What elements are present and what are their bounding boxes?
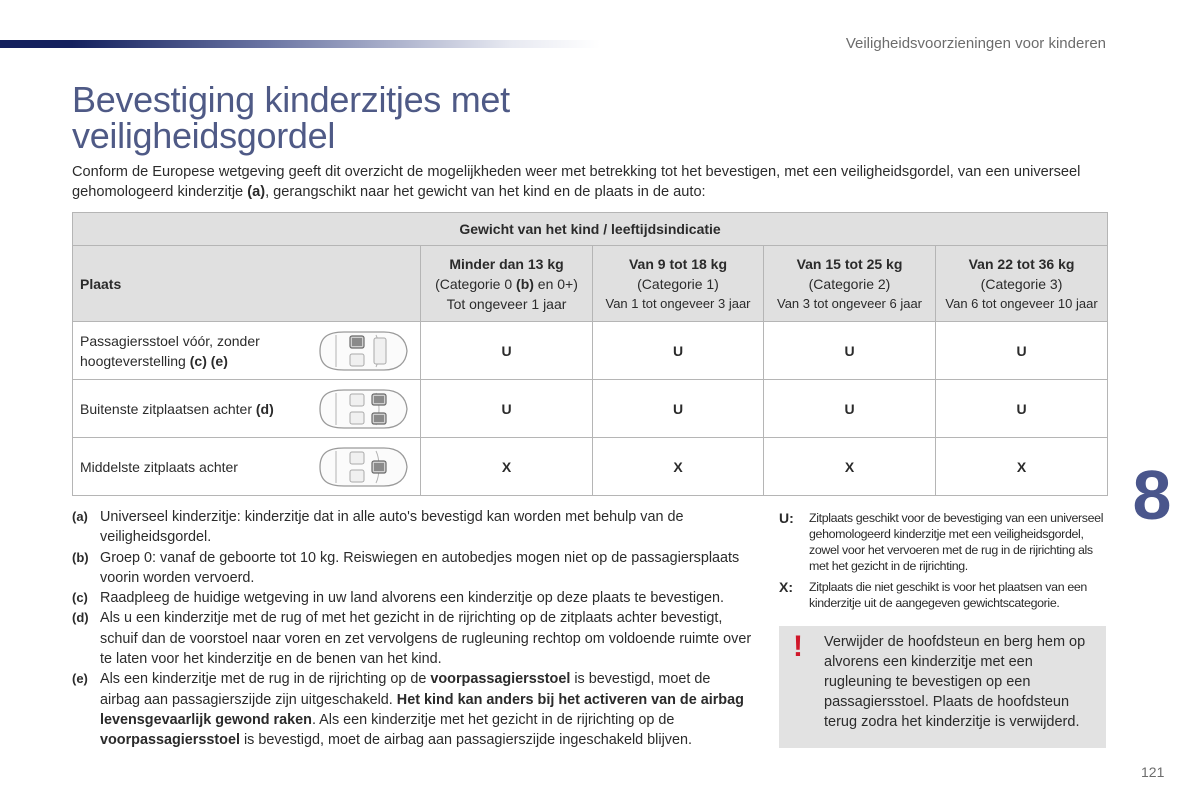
table-cell: X: [764, 438, 936, 496]
weight-label: Minder dan 13 kg: [449, 255, 564, 272]
chapter-number: 8: [1132, 456, 1172, 534]
table-cell: U: [764, 322, 936, 380]
footnote-text: [100, 669, 752, 750]
row-label: [80, 457, 305, 477]
footnote-key: (e): [72, 671, 88, 687]
car-rear-outer-seats-icon: [314, 387, 410, 431]
table-cell: U: [593, 322, 764, 380]
table-cell: X: [593, 438, 764, 496]
table-cell: U: [936, 380, 1108, 438]
page-title-line1: Bevestiging kinderzitjes met: [72, 79, 510, 120]
warning-box: [779, 626, 1106, 748]
age-label: Tot ongeveer 1 jaar: [446, 295, 567, 312]
category-label: (Categorie 1): [637, 275, 719, 292]
intro-paragraph: [72, 162, 1112, 202]
footnotes: [72, 507, 752, 751]
table-row: [73, 438, 1108, 496]
footnote-key: (b): [72, 549, 89, 565]
table-cell: X: [936, 438, 1108, 496]
footnote-d: [72, 608, 752, 669]
footnote-e-text-3: . Als een kinderzitje met het gezicht in de rijrichting op de: [311, 711, 675, 728]
footnote-e-bold-3: voorpassagiersstoel: [100, 732, 240, 749]
legend-text: Zitplaats geschikt voor de bevestiging van een universeel gehomologeerd kinderzitje met een veiligheidsgordel, zowel voor het vervoeren met de rug in de rijrichting als met het gezicht in de rijrichting.: [809, 511, 1104, 573]
plaats-header: Plaats: [73, 246, 421, 322]
category-ref: (b): [516, 275, 534, 292]
weight-label: Van 9 tot 18 kg: [628, 255, 728, 272]
row-label-refs: (d): [255, 400, 274, 417]
legend-key: X:: [779, 579, 793, 595]
footnote-key: (a): [72, 509, 88, 524]
intro-text-2: , gerangschikt naar het gewicht van het kind en de plaats in de auto:: [265, 184, 706, 200]
footnote-e-text-2: is bevestigd, moet de airbag aan passagierszijde zijn uitgeschakeld.: [100, 671, 711, 708]
footnote-e-text-1: Als een kinderzitje met de rug in de rijrichting op de: [100, 671, 431, 688]
category-label: (Categorie 3): [980, 275, 1063, 292]
page-title-line2: veiligheidsgordel: [72, 115, 336, 156]
footnote-e-bold-1: voorpassagiersstoel: [430, 671, 571, 688]
footnote-b: [72, 548, 752, 589]
car-front-seat-icon: [314, 329, 410, 373]
age-label: Van 6 tot ongeveer 10 jaar: [945, 295, 1098, 311]
column-header: [421, 246, 593, 322]
table-cell: U: [421, 322, 593, 380]
intro-ref-a: (a): [247, 184, 266, 200]
footnote-a: [72, 507, 752, 548]
section-header: Veiligheidsvoorzieningen voor kinderen: [845, 35, 1106, 52]
column-header: [764, 246, 936, 322]
footnote-text: Groep 0: vanaf de geboorte tot 10 kg. Reiswiegen en autobedjes mogen niet op de passagiersplaats voorin worden vervoerd.: [100, 549, 740, 586]
row-label: [80, 399, 305, 419]
intro-text-1: Conform de Europese wetgeving geeft dit overzicht de mogelijkheden weer met betrekking tot het bevestigen, met een veiligheidsgordel, van een universeel gehomologeerd kinderzitje: [72, 164, 1081, 200]
footnote-text: Universeel kinderzitje: kinderzitje dat in alle auto's bevestigd kan worden met behulp van de veiligheidsgordel.: [100, 509, 684, 546]
warning-icon: !: [793, 630, 803, 663]
page-title: [72, 79, 772, 156]
warning-text: Verwijder de hoofdsteun en berg hem op alvorens een kinderzitje met een rugleuning te bevestigen op een passagiersstoel. Plaats de hoofdsteun terug zodra het kinderzitje is verwijderd.: [824, 634, 1086, 730]
table-cell: U: [764, 380, 936, 438]
table-cell: U: [593, 380, 764, 438]
weight-label: Van 22 tot 36 kg: [968, 255, 1075, 272]
legend-u: [779, 510, 1109, 574]
age-label: Van 1 tot ongeveer 3 jaar: [605, 295, 751, 311]
footnote-text: Als u een kinderzitje met de rug of met het gezicht in de rijrichting op de zitplaats achter bevestigt, schuif dan de voorstoel naar voren en zet vervolgens de rugleuning rechtop om voldoende ruimte over te laten voor het kinderzitje en de benen van het kind.: [100, 610, 752, 668]
weight-label: Van 15 tot 25 kg: [796, 255, 903, 272]
category-text: (Categorie 0: [435, 275, 517, 292]
legend-text: Zitplaats die niet geschikt is voor het plaatsen van een kinderzitje uit de aangegeven gewichtscategorie.: [809, 580, 1087, 610]
row-label: [80, 331, 305, 371]
age-label: Van 3 tot ongeveer 6 jaar: [776, 295, 923, 311]
legend-x: [779, 579, 1109, 611]
table-row: [73, 322, 1108, 380]
category-label: [421, 274, 592, 294]
legend-key: U:: [779, 510, 794, 526]
table-row: [73, 380, 1108, 438]
category-suffix: en 0+): [533, 275, 578, 292]
row-label-cell: [73, 322, 421, 380]
child-seat-table: [72, 212, 1108, 496]
footnote-e-bold-2: Het kind kan anders bij het activeren van de airbag levensgevaarlijk gewond raken: [100, 691, 744, 728]
row-label-refs: (c) (e): [189, 352, 228, 369]
footnote-e: [72, 669, 752, 750]
footnote-key: (d): [72, 610, 89, 626]
header-accent-bar: [0, 40, 600, 48]
row-label-text: Passagiersstoel vóór, zonder hoogteverstelling: [80, 332, 260, 369]
footnote-text: Raadpleeg de huidige wetgeving in uw land alvorens een kinderzitje op deze plaats te bevestigen.: [100, 590, 725, 607]
category-label: (Categorie 2): [808, 275, 891, 292]
symbol-legend: [779, 510, 1109, 616]
footnote-c: [72, 588, 752, 608]
table-column-header-row: [73, 246, 1108, 322]
weight-age-header: Gewicht van het kind / leeftijdsindicatie: [73, 213, 1108, 246]
table-cell: X: [421, 438, 593, 496]
column-header: [936, 246, 1108, 322]
table-group-header-row: [73, 213, 1108, 246]
table-cell: U: [936, 322, 1108, 380]
row-label-cell: [73, 438, 421, 496]
page-number: 121: [1141, 764, 1165, 780]
row-label-cell: [73, 380, 421, 438]
footnote-e-text-4: is bevestigd, moet de airbag aan passagierszijde ingeschakeld blijven.: [239, 732, 692, 749]
footnote-key: (c): [72, 590, 88, 606]
row-label-text: Middelste zitplaats achter: [80, 458, 238, 475]
table-cell: U: [421, 380, 593, 438]
column-header: [593, 246, 764, 322]
row-label-text: Buitenste zitplaatsen achter: [80, 400, 256, 417]
car-rear-middle-seat-icon: [314, 445, 410, 489]
